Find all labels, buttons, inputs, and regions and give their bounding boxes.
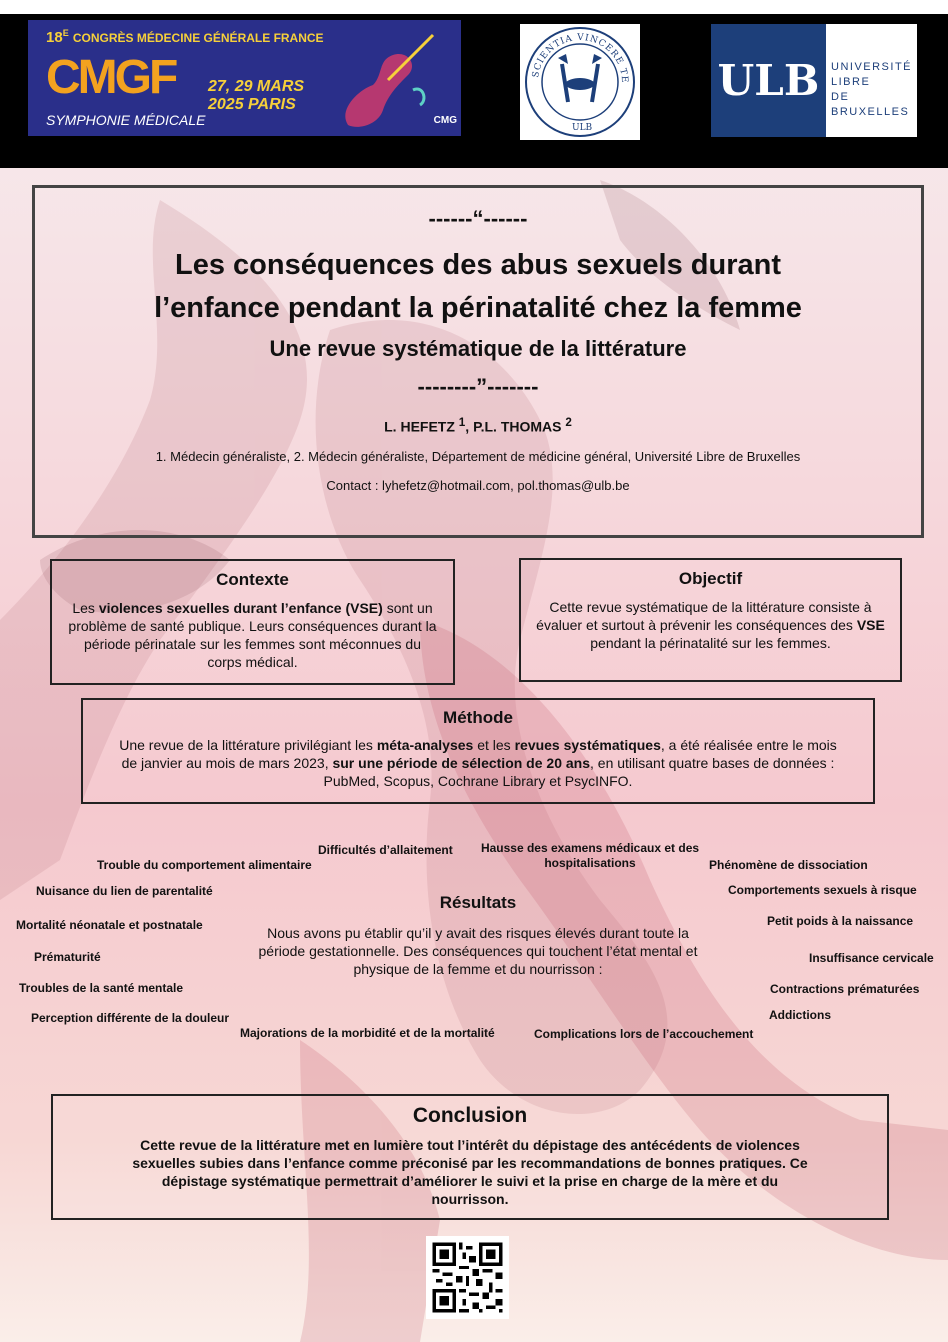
methode-title: Méthode: [443, 708, 513, 727]
methode-text: Une revue de la littérature privilégiant les méta-analyses et les revues systématiques, a été réalisée entre le mois de janvier au mois de mars 2023, sur une période de sélection de 20 ans, en utilisant quatre bases de données : PubMed, Scopus, Cochrane Library et PsycINFO.: [119, 737, 837, 789]
congress-theme: SYMPHONIE MÉDICALE: [46, 112, 206, 128]
contact: Contact : lyhefetz@hotmail.com, pol.thomas@ulb.be: [326, 477, 630, 493]
methode-box: [81, 698, 875, 804]
result-label: Mortalité néonatale et postnatale: [16, 918, 203, 932]
authors: L. HEFETZ $^1$, P.L. THOMAS $^2$: [384, 416, 572, 435]
result-label: Hausse des examens médicaux et des hospitalisations: [480, 841, 700, 870]
svg-text:SCIENTIA VINCERE TENEBRAS: [520, 24, 629, 84]
affiliation: 1. Médecin généraliste, 2. Médecin généraliste, Département de médicine général, Université Libre de Bruxelles: [155, 448, 801, 464]
objectif-text: Cette revue systématique de la littérature consiste à évaluer et surtout à prévenir les conséquences des VSE pendant la périnatalité sur les femmes.: [536, 599, 885, 651]
ulb-logo: [711, 24, 917, 137]
resultats-text: Nous avons pu établir qu’il y avait des risques élevés durant toute la période gestationnelle. Des conséquences qui touchent l’état mental et physique de la femme et du nourrisson :: [258, 925, 698, 977]
contexte-title: Contexte: [216, 570, 289, 589]
title-box: [32, 185, 924, 538]
result-label: Perception différente de la douleur: [31, 1011, 230, 1025]
cmg-small-logo: CMG: [433, 115, 457, 126]
poster-subtitle: Une revue systématique de la littérature: [269, 336, 687, 361]
result-label: Insuffisance cervicale: [809, 951, 934, 965]
result-label: Nuisance du lien de parentalité: [36, 884, 213, 898]
qr-code-icon: [426, 1236, 509, 1319]
contexte-text: Les violences sexuelles durant l’enfance (VSE) sont un problème de santé publique. Leurs conséquences durant la période périnatale sur les femmes sont méconnues du corps médical.: [68, 600, 437, 670]
result-label: Comportements sexuels à risque: [728, 883, 917, 897]
result-label: Petit poids à la naissance: [767, 914, 914, 928]
result-label: Phénomène de dissociation: [709, 858, 868, 872]
ulb-abbr: ULB: [711, 24, 826, 137]
violin-icon: [328, 30, 438, 130]
result-label: Prématurité: [34, 950, 101, 964]
seal-bottom-text: ULB: [572, 123, 593, 133]
objectif-box: [519, 558, 902, 682]
title-dash-bottom: --------”-------: [417, 374, 539, 399]
conclusion-box: [51, 1094, 889, 1220]
resultats-title: Résultats: [439, 893, 517, 912]
objectif-title: Objectif: [678, 569, 743, 588]
result-label: Complications lors de l’accouchement: [534, 1027, 754, 1041]
header-top-strip: [0, 0, 948, 14]
result-label: Contractions prématurées: [770, 982, 920, 996]
qr-code[interactable]: [426, 1236, 509, 1319]
result-label: Difficultés d’allaitement: [318, 843, 453, 857]
result-label: Addictions: [769, 1008, 831, 1022]
seal-emblem-icon: [520, 24, 640, 140]
ulb-full-name: UNIVERSITÉ LIBRE DE BRUXELLES: [831, 61, 913, 118]
header-banner: [0, 0, 948, 168]
cmgf-logo: CMGF: [46, 51, 176, 104]
congress-dates: 27, 29 MARS 2025 PARIS: [208, 78, 305, 113]
poster-title: Les conséquences des abus sexuels durant l’enfance pendant la périnatalité chez la femme: [154, 249, 802, 324]
result-label: Trouble du comportement alimentaire: [97, 858, 312, 872]
conclusion-title: Conclusion: [412, 1104, 528, 1127]
seal-motto: SCIENTIA VINCERE TE: [531, 32, 630, 84]
title-dash-top: ------“------: [428, 206, 528, 231]
result-label: Majorations de la morbidité et de la mortalité: [240, 1026, 495, 1040]
ulb-seal: [520, 24, 640, 140]
conclusion-text: Cette revue de la littérature met en lumière tout l’intérêt du dépistage des antécédents de violences sexuelles subies dans l’enfance comme préconisé par les recommandations de bonnes pratiques. Ce dépistage systématique permettrait d’améliorer le suivi et la prise en charge de la mère et du nourrisson.: [132, 1137, 808, 1207]
cmgf-congress-banner: [28, 20, 461, 136]
result-label: Troubles de la santé mentale: [19, 981, 184, 995]
contexte-box: [50, 559, 455, 685]
congress-heading: $18^E$ CONGRÈS MÉDECINE GÉNÉRALE FRANCE: [46, 28, 324, 46]
